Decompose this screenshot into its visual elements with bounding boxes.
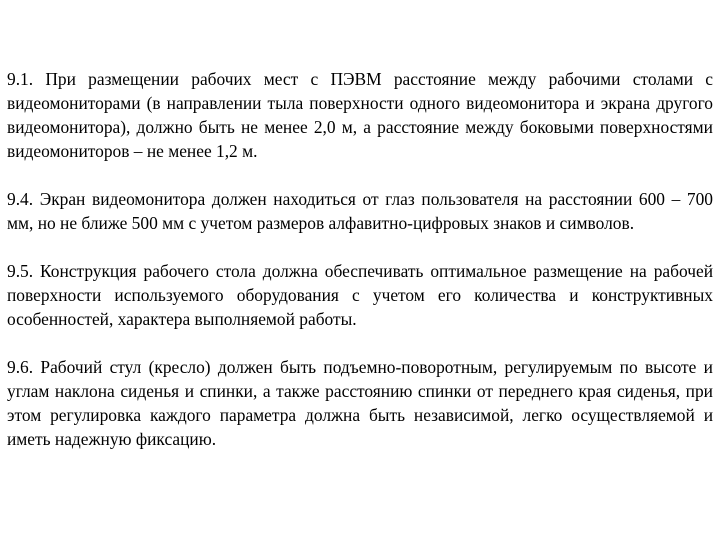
paragraph-9-5: 9.5. Конструкция рабочего стола должна обеспечивать оптимальное размещение на рабочей поверхности используемого оборудования с учетом его количества и конструктивных особенностей, характера выполняемой работы. xyxy=(7,261,713,329)
document-body xyxy=(7,67,713,475)
paragraph-9-4: 9.4. Экран видеомонитора должен находиться от глаз пользователя на расстоянии 600 – 700 мм, но не ближе 500 мм с учетом размеров алфавитно-цифровых знаков и символов. xyxy=(7,189,713,233)
paragraph-9-6: 9.6. Рабочий стул (кресло) должен быть подъемно-поворотным, регулируемым по высоте и углам наклона сиденья и спинки, а также расстоянию спинки от переднего края сиденья, при этом регулировка каждого параметра должна быть независимой, легко осуществляемой и иметь надежную фиксацию. xyxy=(7,357,713,449)
paragraph-9-1: 9.1. При размещении рабочих мест с ПЭВМ расстояние между рабочими столами с видеомониторами (в направлении тыла поверхности одного видеомонитора и экрана другого видеомонитора), должно быть не менее 2,0 м, а расстояние между боковыми поверхностями видеомониторов – не менее 1,2 м. xyxy=(7,69,713,161)
